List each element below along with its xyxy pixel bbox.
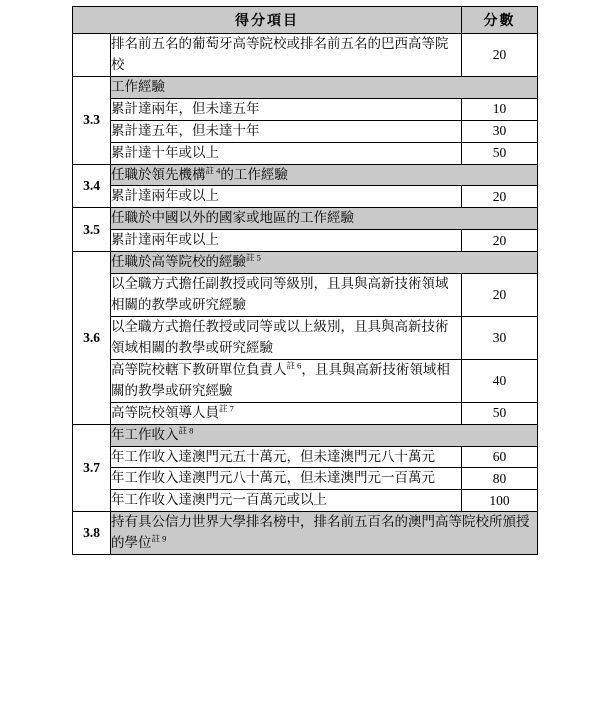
row-index-cell: 3.5 [73,208,111,252]
table-row [73,186,538,208]
table-row [73,76,538,98]
score-cell: 30 [462,120,538,142]
row-index-cell: 3.7 [73,424,111,512]
score-cell: 50 [462,142,538,164]
criteria-item-cell: 持有具公信力世界大學排名榜中，排名前五百名的澳門高等院校所頒授的學位$^{註 9}$ [111,512,538,555]
criteria-item-cell: 年工作收入達澳門元八十萬元，但未達澳門元一百萬元 [111,468,462,490]
row-index-cell: 3.6 [73,252,111,424]
criteria-item-cell: 以全職方式擔任副教授或同等級別，且具與高新技術領域相關的教學或研究經驗 [111,274,462,317]
footnote-marker: 註 4 [205,165,221,176]
row-index-cell [73,34,111,77]
footnote-marker: 註 9 [151,533,167,544]
criteria-item-cell: 累計達十年或以上 [111,142,462,164]
footnote-marker: 註 8 [178,425,194,436]
table-header-row [73,7,538,34]
table-row [73,230,538,252]
table-row [73,402,538,424]
score-cell: 50 [462,402,538,424]
criteria-item-cell: 任職於高等院校的經驗$^{註 5}$ [111,252,538,274]
criteria-item-cell: 年工作收入$^{註 8}$ [111,424,538,446]
document-page [0,6,609,728]
criteria-item-cell: 以全職方式擔任教授或同等或以上級別，且具與高新技術領域相關的教學或研究經驗 [111,316,462,359]
criteria-item-cell: 任職於領先機構$^{註 4}$的工作經驗 [111,164,538,186]
footnote-marker: 註 7 [219,403,234,414]
table-row [73,490,538,512]
score-cell: 20 [462,230,538,252]
score-cell: 60 [462,446,538,468]
criteria-item-cell: 年工作收入達澳門元五十萬元，但未達澳門元八十萬元 [111,446,462,468]
row-index-cell: 3.8 [73,512,111,555]
criteria-item-cell: 工作經驗 [111,76,538,98]
criteria-item-cell: 累計達兩年或以上 [111,230,462,252]
score-cell: 40 [462,359,538,402]
table-row [73,164,538,186]
table-row [73,208,538,230]
score-cell: 20 [462,34,538,77]
score-cell: 100 [462,490,538,512]
score-cell: 30 [462,316,538,359]
table-row [73,252,538,274]
score-cell: 10 [462,98,538,120]
score-criteria-table [72,6,538,555]
criteria-item-cell: 高等院校轄下教研單位負責人$^{註 6}$，且具與高新技術領域相關的教學或研究經驗 [111,359,462,402]
criteria-item-cell: 高等院校領導人員$^{註 7}$ [111,402,462,424]
footnote-marker: 註 5 [246,252,261,263]
score-cell: 80 [462,468,538,490]
row-index-cell: 3.3 [73,76,111,164]
table-row [73,120,538,142]
criteria-item-cell: 累計達兩年或以上 [111,186,462,208]
footnote-marker: 註 6 [286,360,302,371]
table-row [73,274,538,317]
score-cell: 20 [462,274,538,317]
score-cell: 20 [462,186,538,208]
table-row [73,512,538,555]
table-row [73,359,538,402]
header-cell-score: 分數 [462,7,538,34]
criteria-item-cell: 年工作收入達澳門元一百萬元或以上 [111,490,462,512]
header-cell-item: 得分項目 [73,7,462,34]
table-row [73,424,538,446]
criteria-item-cell: 累計達兩年，但未達五年 [111,98,462,120]
table-row [73,142,538,164]
table-row [73,316,538,359]
criteria-item-cell: 任職於中國以外的國家或地區的工作經驗 [111,208,538,230]
table-row [73,446,538,468]
row-index-cell: 3.4 [73,164,111,208]
table-row [73,34,538,77]
table-row [73,468,538,490]
table-row [73,98,538,120]
criteria-item-cell: 累計達五年，但未達十年 [111,120,462,142]
criteria-item-cell: 排名前五名的葡萄牙高等院校或排名前五名的巴西高等院校 [111,34,462,77]
